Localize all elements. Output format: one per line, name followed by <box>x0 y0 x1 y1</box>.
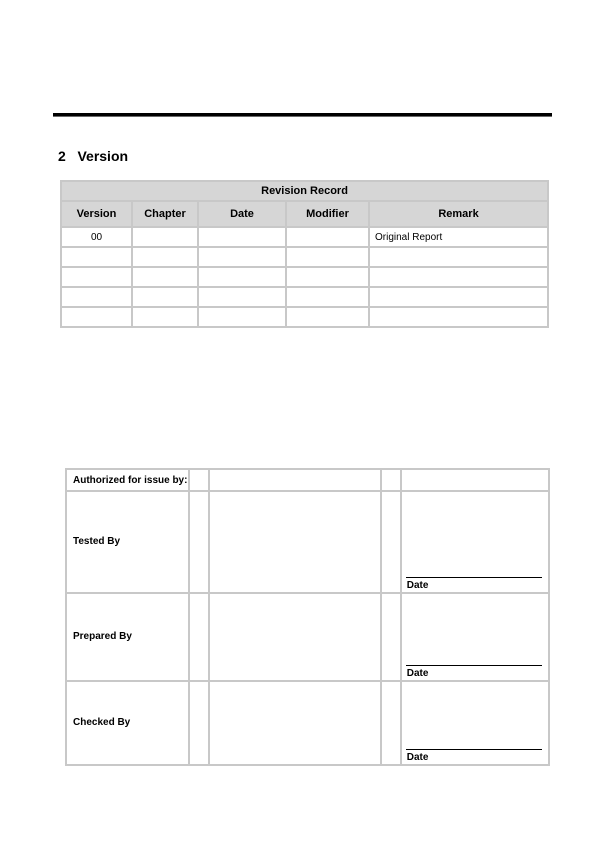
spacer-cell <box>190 594 208 680</box>
table-cell <box>199 288 285 306</box>
table-row <box>62 228 547 246</box>
section-number: 2 <box>58 148 66 164</box>
column-header-modifier: Modifier <box>287 202 368 226</box>
date-cell <box>402 470 548 490</box>
signature-field[interactable] <box>210 682 379 764</box>
section-title: Version <box>77 148 129 164</box>
table-cell <box>199 308 285 326</box>
table-cell <box>199 268 285 286</box>
column-header-version: Version <box>62 202 131 226</box>
date-field[interactable] <box>402 594 548 680</box>
table-row <box>62 308 547 326</box>
table-cell: Original Report <box>370 228 547 246</box>
table-cell <box>287 248 368 266</box>
signature-cell <box>210 470 379 490</box>
table-cell <box>133 248 197 266</box>
date-line <box>406 577 542 578</box>
spacer-cell <box>382 492 400 591</box>
spacer-cell <box>382 682 400 764</box>
prepared-by-row <box>67 594 548 680</box>
table-cell <box>62 248 131 266</box>
revision-record-table <box>60 180 549 328</box>
tested-by-row <box>67 492 548 591</box>
signoff-table <box>65 468 550 766</box>
checked-by-label: Checked By <box>67 682 188 764</box>
table-cell <box>287 268 368 286</box>
date-line <box>406 749 542 750</box>
date-label: Date <box>406 579 429 591</box>
table-cell: 00 <box>62 228 131 246</box>
table-cell <box>133 288 197 306</box>
column-header-chapter: Chapter <box>133 202 197 226</box>
table-cell <box>370 288 547 306</box>
table-cell <box>370 308 547 326</box>
signature-field[interactable] <box>210 492 379 591</box>
spacer-cell <box>190 492 208 591</box>
column-header-remark: Remark <box>370 202 547 226</box>
table-row <box>62 288 547 306</box>
checked-by-row <box>67 682 548 764</box>
spacer-cell <box>382 594 400 680</box>
prepared-by-label: Prepared By <box>67 594 188 680</box>
authorized-row <box>67 470 548 490</box>
table-cell <box>287 228 368 246</box>
table-cell <box>199 228 285 246</box>
header-rule <box>53 113 552 117</box>
date-field[interactable] <box>402 682 548 764</box>
date-label: Date <box>406 752 429 763</box>
table-cell <box>62 268 131 286</box>
table-cell <box>133 268 197 286</box>
table-row <box>62 248 547 266</box>
spacer-cell <box>190 682 208 764</box>
table-cell <box>370 248 547 266</box>
table-cell <box>370 268 547 286</box>
date-label: Date <box>406 667 429 679</box>
section-heading <box>58 148 128 164</box>
column-header-date: Date <box>199 202 285 226</box>
authorized-label: Authorized for issue by: <box>67 470 188 490</box>
table-cell <box>287 288 368 306</box>
table-cell <box>287 308 368 326</box>
table-cell <box>199 248 285 266</box>
date-field[interactable] <box>402 492 548 591</box>
date-line <box>406 665 542 666</box>
tested-by-label: Tested By <box>67 492 188 591</box>
revision-table-title: Revision Record <box>62 182 547 200</box>
table-cell <box>133 308 197 326</box>
table-cell <box>133 228 197 246</box>
spacer-cell <box>382 470 400 490</box>
revision-table-header <box>62 202 547 226</box>
signature-field[interactable] <box>210 594 379 680</box>
spacer-cell <box>190 470 208 490</box>
table-row <box>62 268 547 286</box>
table-cell <box>62 308 131 326</box>
table-cell <box>62 288 131 306</box>
